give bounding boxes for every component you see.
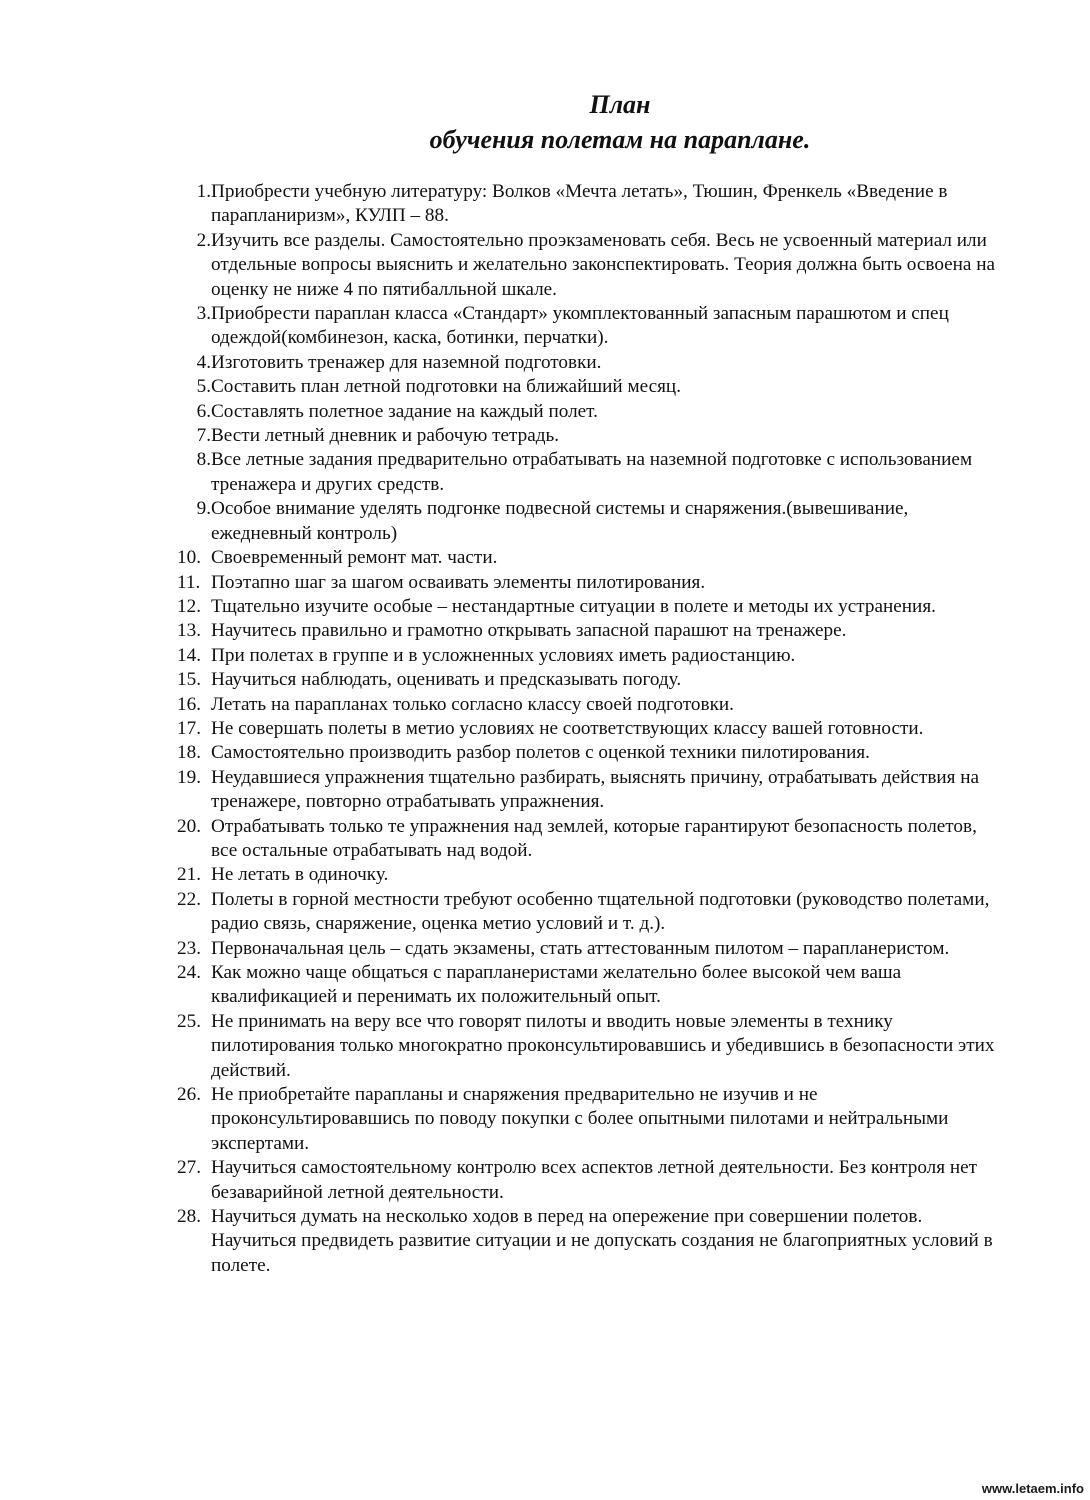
plan-item [177,229,997,302]
plan-item [177,424,997,448]
plan-item-number: 16. [177,693,201,715]
plan-item-number: 6. [196,400,211,422]
plan-item-number: 26. [177,1084,201,1106]
site-watermark: www.letaem.info [981,1481,1084,1496]
plan-item-text: Не принимать на веру все что говорят пилоты и вводить новые элементы в технику пилотирования только многократно проконсультировавшись и убедившись в безопасности этих действий. [211,1010,995,1081]
plan-item-number: 1. [196,181,211,202]
plan-item-number: 24. [177,962,201,983]
page-subtitle: обучения полетам на параплане. [429,125,811,154]
plan-item [177,180,997,229]
plan-item [177,863,997,887]
plan-item-number: 5. [196,376,211,398]
plan-item-number: 13. [177,620,201,642]
plan-item-number: 10. [177,547,201,569]
plan-item [177,815,997,864]
plan-item-number: 23. [177,937,201,959]
plan-item-text: Особое внимание уделять подгонке подвесной системы и снаряжения.(вывешивание, ежедневный контроль) [211,498,909,544]
plan-list [177,180,997,1278]
plan-item [177,961,997,1010]
plan-item [177,448,997,497]
plan-item [177,741,997,765]
plan-item [177,1010,997,1083]
plan-item-number: 3. [196,303,211,325]
plan-item-text: Летать на парапланах только согласно классу своей подготовки. [211,693,734,715]
plan-item-text: Поэтапно шаг за шагом осваивать элементы пилотирования. [211,571,706,593]
plan-item-number: 4. [196,351,211,373]
plan-item [177,644,997,668]
plan-item-text: Как можно чаще общаться с парапланеристами желательно более высокой чем ваша квалификацией и перенимать их положительный опыт. [211,962,902,1008]
plan-item-number: 19. [177,766,201,788]
plan-item-text: Тщательно изучите особые – нестандартные ситуации в полете и методы их устранения. [211,595,936,617]
plan-item-text: Первоначальная цель – сдать экзамены, стать аттестованным пилотом – парапланеристом. [211,937,950,959]
plan-item [177,717,997,741]
page-title: План [589,90,651,119]
plan-item-number: 22. [177,888,201,910]
plan-item [177,1083,997,1156]
plan-item-number: 12. [177,595,201,617]
plan-item-number: 9. [196,498,211,520]
plan-item [177,595,997,619]
plan-item-number: 28. [177,1206,201,1228]
plan-item [177,375,997,399]
plan-item [177,1156,997,1205]
plan-item-text: Научиться думать на несколько ходов в перед на опережение при совершении полетов. Научиться предвидеть развитие ситуации и не допускать создания не благоприятных условий в полете. [211,1206,993,1276]
plan-item [177,400,997,424]
plan-item-number: 8. [196,449,211,471]
plan-item [177,937,997,961]
plan-item-text: Неудавшиеся упражнения тщательно разбирать, выяснять причину, отрабатывать действия на тренажере, повторно отрабатывать упражнения. [211,766,980,813]
plan-item-text: Научиться наблюдать, оценивать и предсказывать погоду. [211,669,682,691]
plan-item-text: Изучить все разделы. Самостоятельно проэкзаменовать себя. Весь не усвоенный материал или отдельные вопросы выяснить и желательно законспектировать. Теория должна быть освоена на оценку не ниже 4 по пятибалльной шкале. [211,229,996,300]
plan-item-number: 14. [177,644,201,666]
plan-item-number: 18. [177,742,201,764]
plan-item [177,497,997,546]
plan-item [177,888,997,937]
plan-item-text: Изготовить тренажер для наземной подготовки. [211,351,602,373]
plan-item [177,351,997,375]
plan-item [177,766,997,815]
plan-item-text: Вести летный дневник и рабочую тетрадь. [211,425,560,447]
plan-item [177,546,997,570]
plan-item-text: Не совершать полеты в метио условиях не соответствующих классу вашей готовности. [211,717,924,739]
plan-item-text: Составить план летной подготовки на ближайший месяц. [211,376,681,398]
plan-item-number: 11. [177,571,201,593]
plan-item [177,1205,997,1278]
plan-item [177,302,997,351]
plan-item [177,619,997,643]
plan-item-number: 2. [196,229,211,251]
plan-item-number: 17. [177,717,201,739]
plan-item-number: 20. [177,815,201,837]
plan-item [177,668,997,692]
plan-item-text: Полеты в горной местности требуют особенно тщательной подготовки (руководство полетами, радио связь, снаряжение, оценка метио условий и т. д.). [211,888,990,935]
plan-item-number: 7. [196,425,211,447]
plan-item-text: Не летать в одиночку. [211,864,389,886]
plan-item-text: При полетах в группе и в усложненных условиях иметь радиостанцию. [211,644,796,666]
plan-item-text: Составлять полетное задание на каждый полет. [211,400,598,422]
plan-item-number: 27. [177,1157,201,1179]
plan-item-text: Не приобретайте парапланы и снаряжения предварительно не изучив и не проконсультировавшись по поводу покупки с более опытными пилотами и нейтральными экспертами. [211,1084,949,1154]
plan-item-text: Приобрести учебную литературу: Волков «Мечта летать», Тюшин, Френкель «Введение в парапланиризм», КУЛП – 88. [211,181,948,227]
plan-item-text: Научиться самостоятельному контролю всех аспектов летной деятельности. Без контроля нет безаварийной летной деятельности. [211,1157,978,1203]
plan-item-text: Самостоятельно производить разбор полетов с оценкой техники пилотирования. [211,742,870,764]
plan-item-text: Все летные задания предварительно отрабатывать на наземной подготовке с использованием тренажера и других средств. [211,449,973,495]
plan-item-text: Научитесь правильно и грамотно открывать запасной парашют на тренажере. [211,620,847,642]
plan-item-number: 21. [177,864,201,886]
plan-item-number: 25. [177,1010,201,1032]
plan-item-number: 15. [177,669,201,691]
plan-item-text: Своевременный ремонт мат. части. [211,547,498,569]
plan-item-text: Приобрести параплан класса «Стандарт» укомплектованный запасным парашютом и спец одеждой(комбинезон, каска, ботинки, перчатки). [211,303,949,349]
plan-item-text: Отрабатывать только те упражнения над землей, которые гарантируют безопасность полетов, все остальные отрабатывать над водой. [211,815,977,861]
plan-item [177,693,997,717]
plan-item [177,571,997,595]
